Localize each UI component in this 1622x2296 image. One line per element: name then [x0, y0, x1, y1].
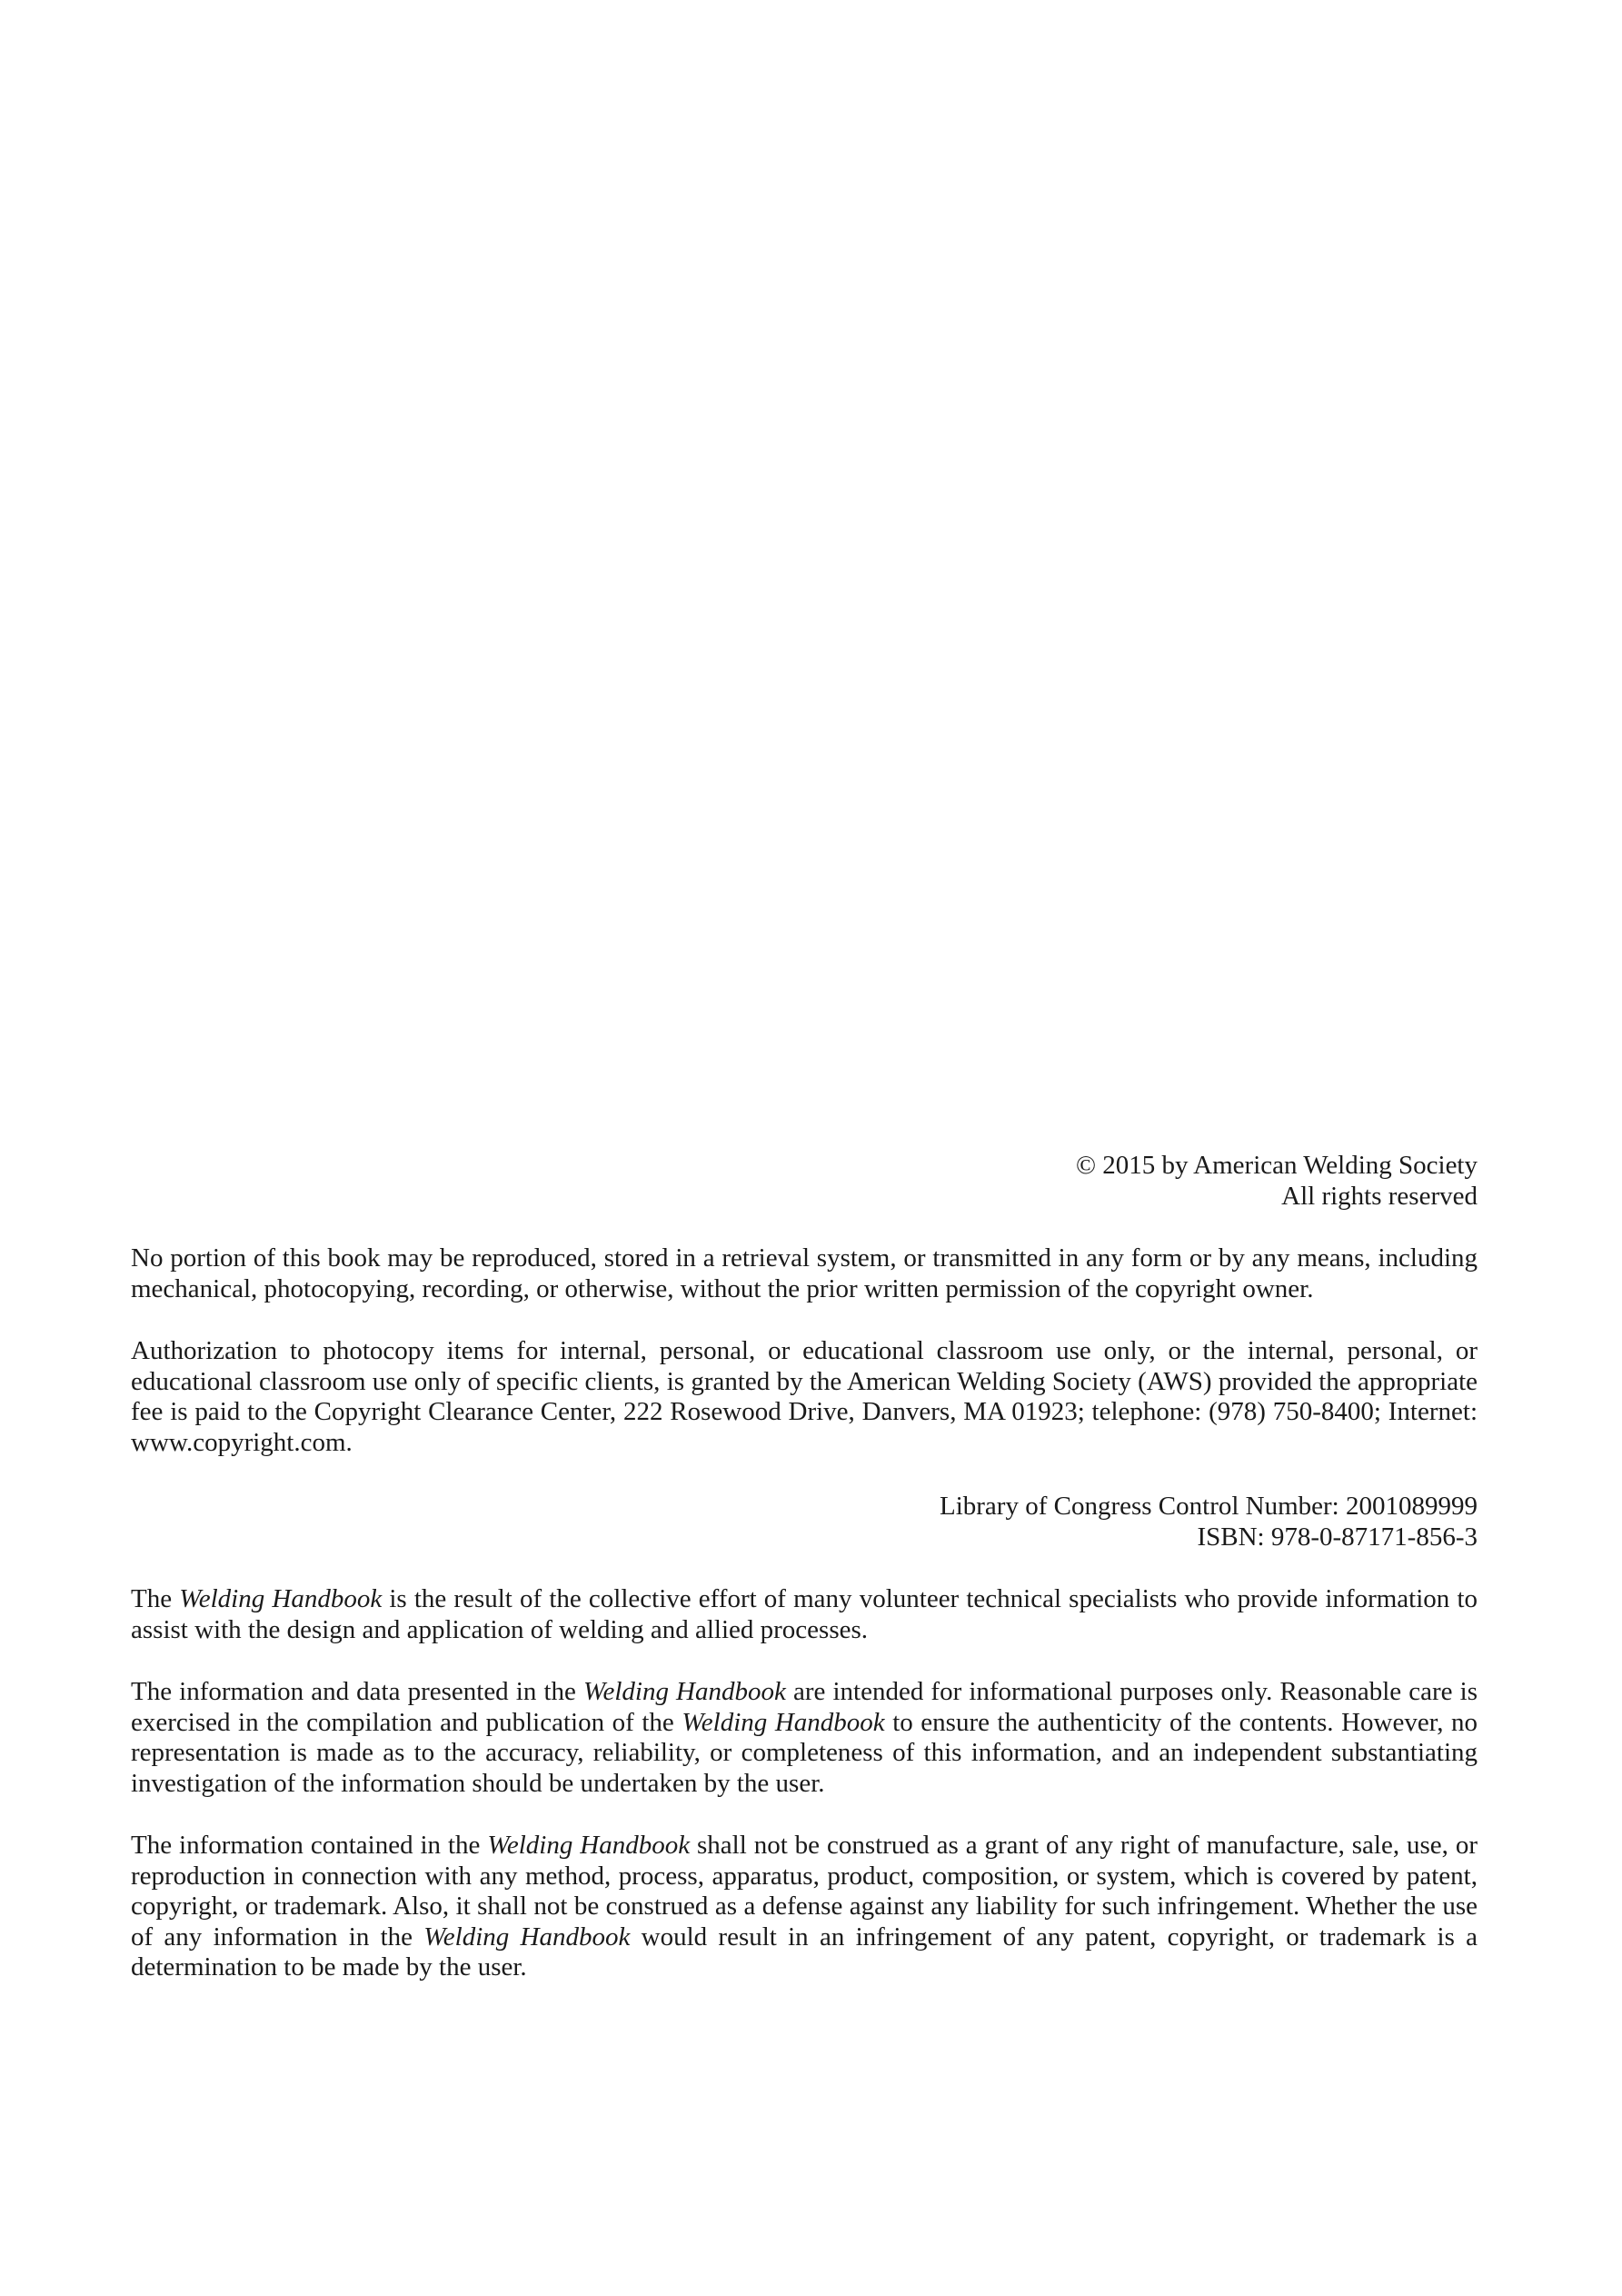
info-text-pre: The information and data presented in the: [131, 1677, 583, 1706]
rights-text-pre: The information contained in the: [131, 1831, 488, 1860]
info-text-mid: are intended for informational purposes only. Reasonable care is exercised in the compilation and publication of the: [131, 1677, 1478, 1737]
copyright-line: © 2015 by American Welding Society: [1075, 1151, 1478, 1180]
handbook-title: Welding Handbook: [179, 1584, 383, 1613]
authorization-notice: Authorization to photocopy items for internal, personal, or educational classroom use only, or the internal, personal, or educational classroom use only of specific clients, is granted by the American Welding Society (AWS) provided the appropriate fee is paid to the Copyright Clearance Center, 222 Rosewood Drive, Danvers, MA 01923; telephone: (978) 750-8400; Internet: www.copyright.com.: [131, 1336, 1478, 1457]
handbook-title: Welding Handbook: [582, 1677, 786, 1706]
effort-paragraph: [131, 1584, 1478, 1645]
rights-text-mid: shall not be construed as a grant of any right of manufacture, sale, use, or reproduction in connection with any method, process, apparatus, product, composition, or system, which is covered by patent, copyright, or trademark. Also, it shall not be construed as a defense against any liability for such infringement. Whether the use of any information in the: [131, 1831, 1478, 1952]
rights-reserved-line: All rights reserved: [1281, 1182, 1478, 1211]
copyright-page-text: [131, 1150, 1478, 1983]
reproduction-notice: No portion of this book may be reproduced, stored in a retrieval system, or transmitted in any form or by any means, including mechanical, photocopying, recording, or otherwise, without the prior written permission of the copyright owner.: [131, 1243, 1478, 1303]
rights-text-post: would result in an infringement of any patent, copyright, or trademark is a determination to be made by the user.: [131, 1922, 1478, 1982]
effort-text-pre: The: [131, 1584, 180, 1613]
handbook-title: Welding Handbook: [682, 1707, 885, 1737]
handbook-title: Welding Handbook: [423, 1922, 631, 1952]
lccn-line: Library of Congress Control Number: 2001089999: [939, 1492, 1478, 1521]
handbook-title: Welding Handbook: [487, 1831, 691, 1860]
isbn-line: ISBN: 978-0-87171-856-3: [1197, 1522, 1478, 1552]
information-paragraph: [131, 1677, 1478, 1799]
effort-text-post: is the result of the collective effort of many volunteer technical specialists who provide information to assist with the design and application of welding and allied processes.: [131, 1584, 1478, 1644]
info-text-post: to ensure the authenticity of the contents. However, no representation is made as to the accuracy, reliability, or completeness of this information, and an independent substantiating investigation of the information should be undertaken by the user.: [131, 1707, 1478, 1798]
rights-paragraph: [131, 1831, 1478, 1983]
